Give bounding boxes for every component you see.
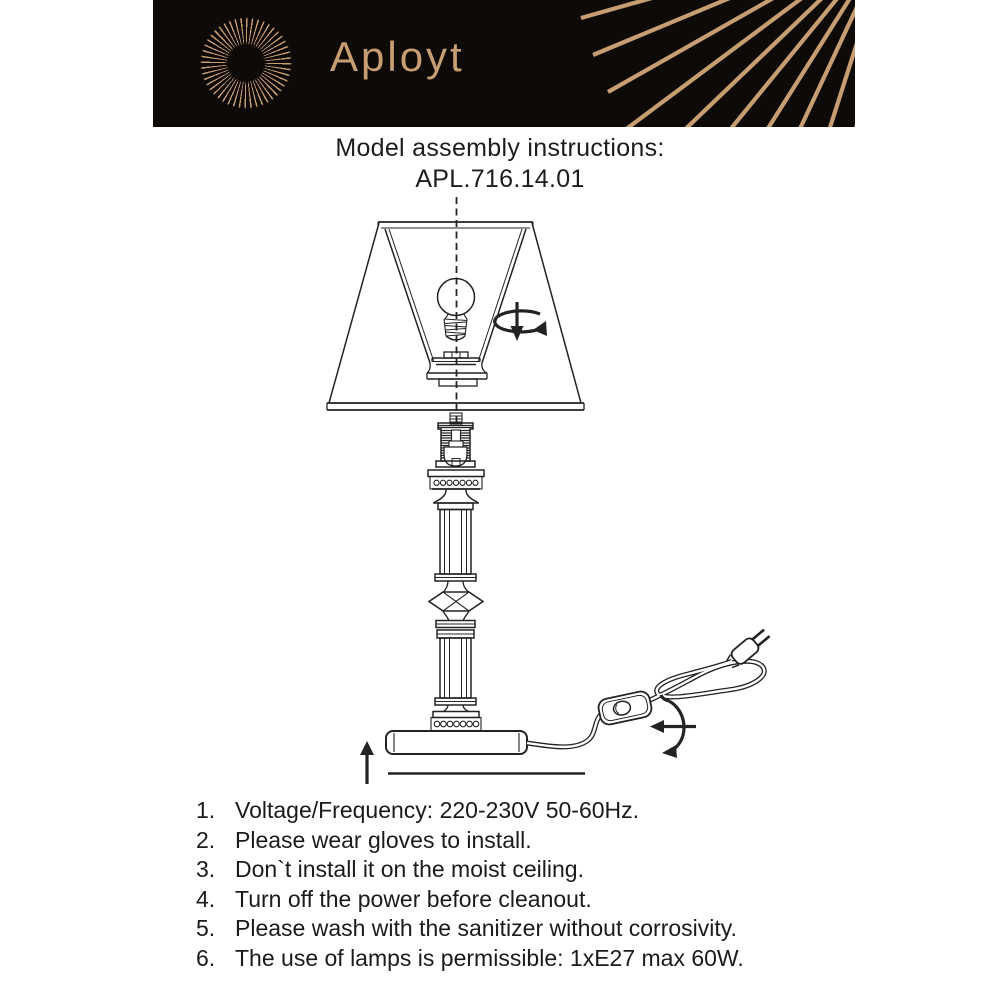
- page-title: [0, 133, 1000, 195]
- item-number: 1.: [196, 797, 216, 823]
- brand-banner: [153, 0, 855, 127]
- brand-name: Aployt: [330, 33, 465, 80]
- lamp-socket: [438, 423, 473, 466]
- item-text: Turn off the power before cleanout.: [235, 885, 592, 912]
- item-number: 4.: [196, 885, 216, 912]
- item-number: 3.: [196, 856, 216, 882]
- instruction-item-5: [196, 914, 744, 944]
- title-line1: Model assembly instructions:: [335, 134, 665, 162]
- item-number: 6.: [196, 944, 216, 971]
- model-number: APL.716.14.01: [415, 165, 585, 193]
- crystal-diamond: [429, 592, 483, 611]
- lift-base-arrow: [360, 741, 374, 784]
- item-number: 2.: [196, 826, 216, 853]
- item-text: Please wear gloves to install.: [235, 826, 532, 853]
- item-text: The use of lamps is permissible: 1xE27 max 60W.: [235, 944, 744, 971]
- instruction-list: [196, 796, 744, 973]
- upper-column: [435, 503, 476, 592]
- rotate-plug-arrow: [650, 695, 696, 758]
- shade-inner-liner: [385, 229, 526, 386]
- corner-rays-icon: [153, 0, 855, 127]
- lamp-base: [386, 731, 527, 754]
- rotate-shade-arrow: [495, 302, 547, 341]
- item-text: Don`t install it on the moist ceiling.: [235, 856, 584, 882]
- instruction-item-4: [196, 885, 744, 915]
- instruction-item-6: [196, 944, 744, 974]
- item-text: Please wash with the sanitizer without corrosivity.: [235, 915, 737, 941]
- instruction-item-1: [196, 796, 744, 826]
- light-bulb: [438, 279, 475, 341]
- lower-column: [431, 611, 481, 731]
- inline-switch: [597, 690, 653, 726]
- lamp-assembly-diagram: [140, 188, 860, 800]
- item-number: 5.: [196, 915, 216, 941]
- instruction-item-2: [196, 826, 744, 856]
- item-text: Voltage/Frequency: 220-230V 50-60Hz.: [235, 797, 640, 823]
- capital-ornament: [428, 461, 484, 503]
- instruction-item-3: [196, 855, 744, 885]
